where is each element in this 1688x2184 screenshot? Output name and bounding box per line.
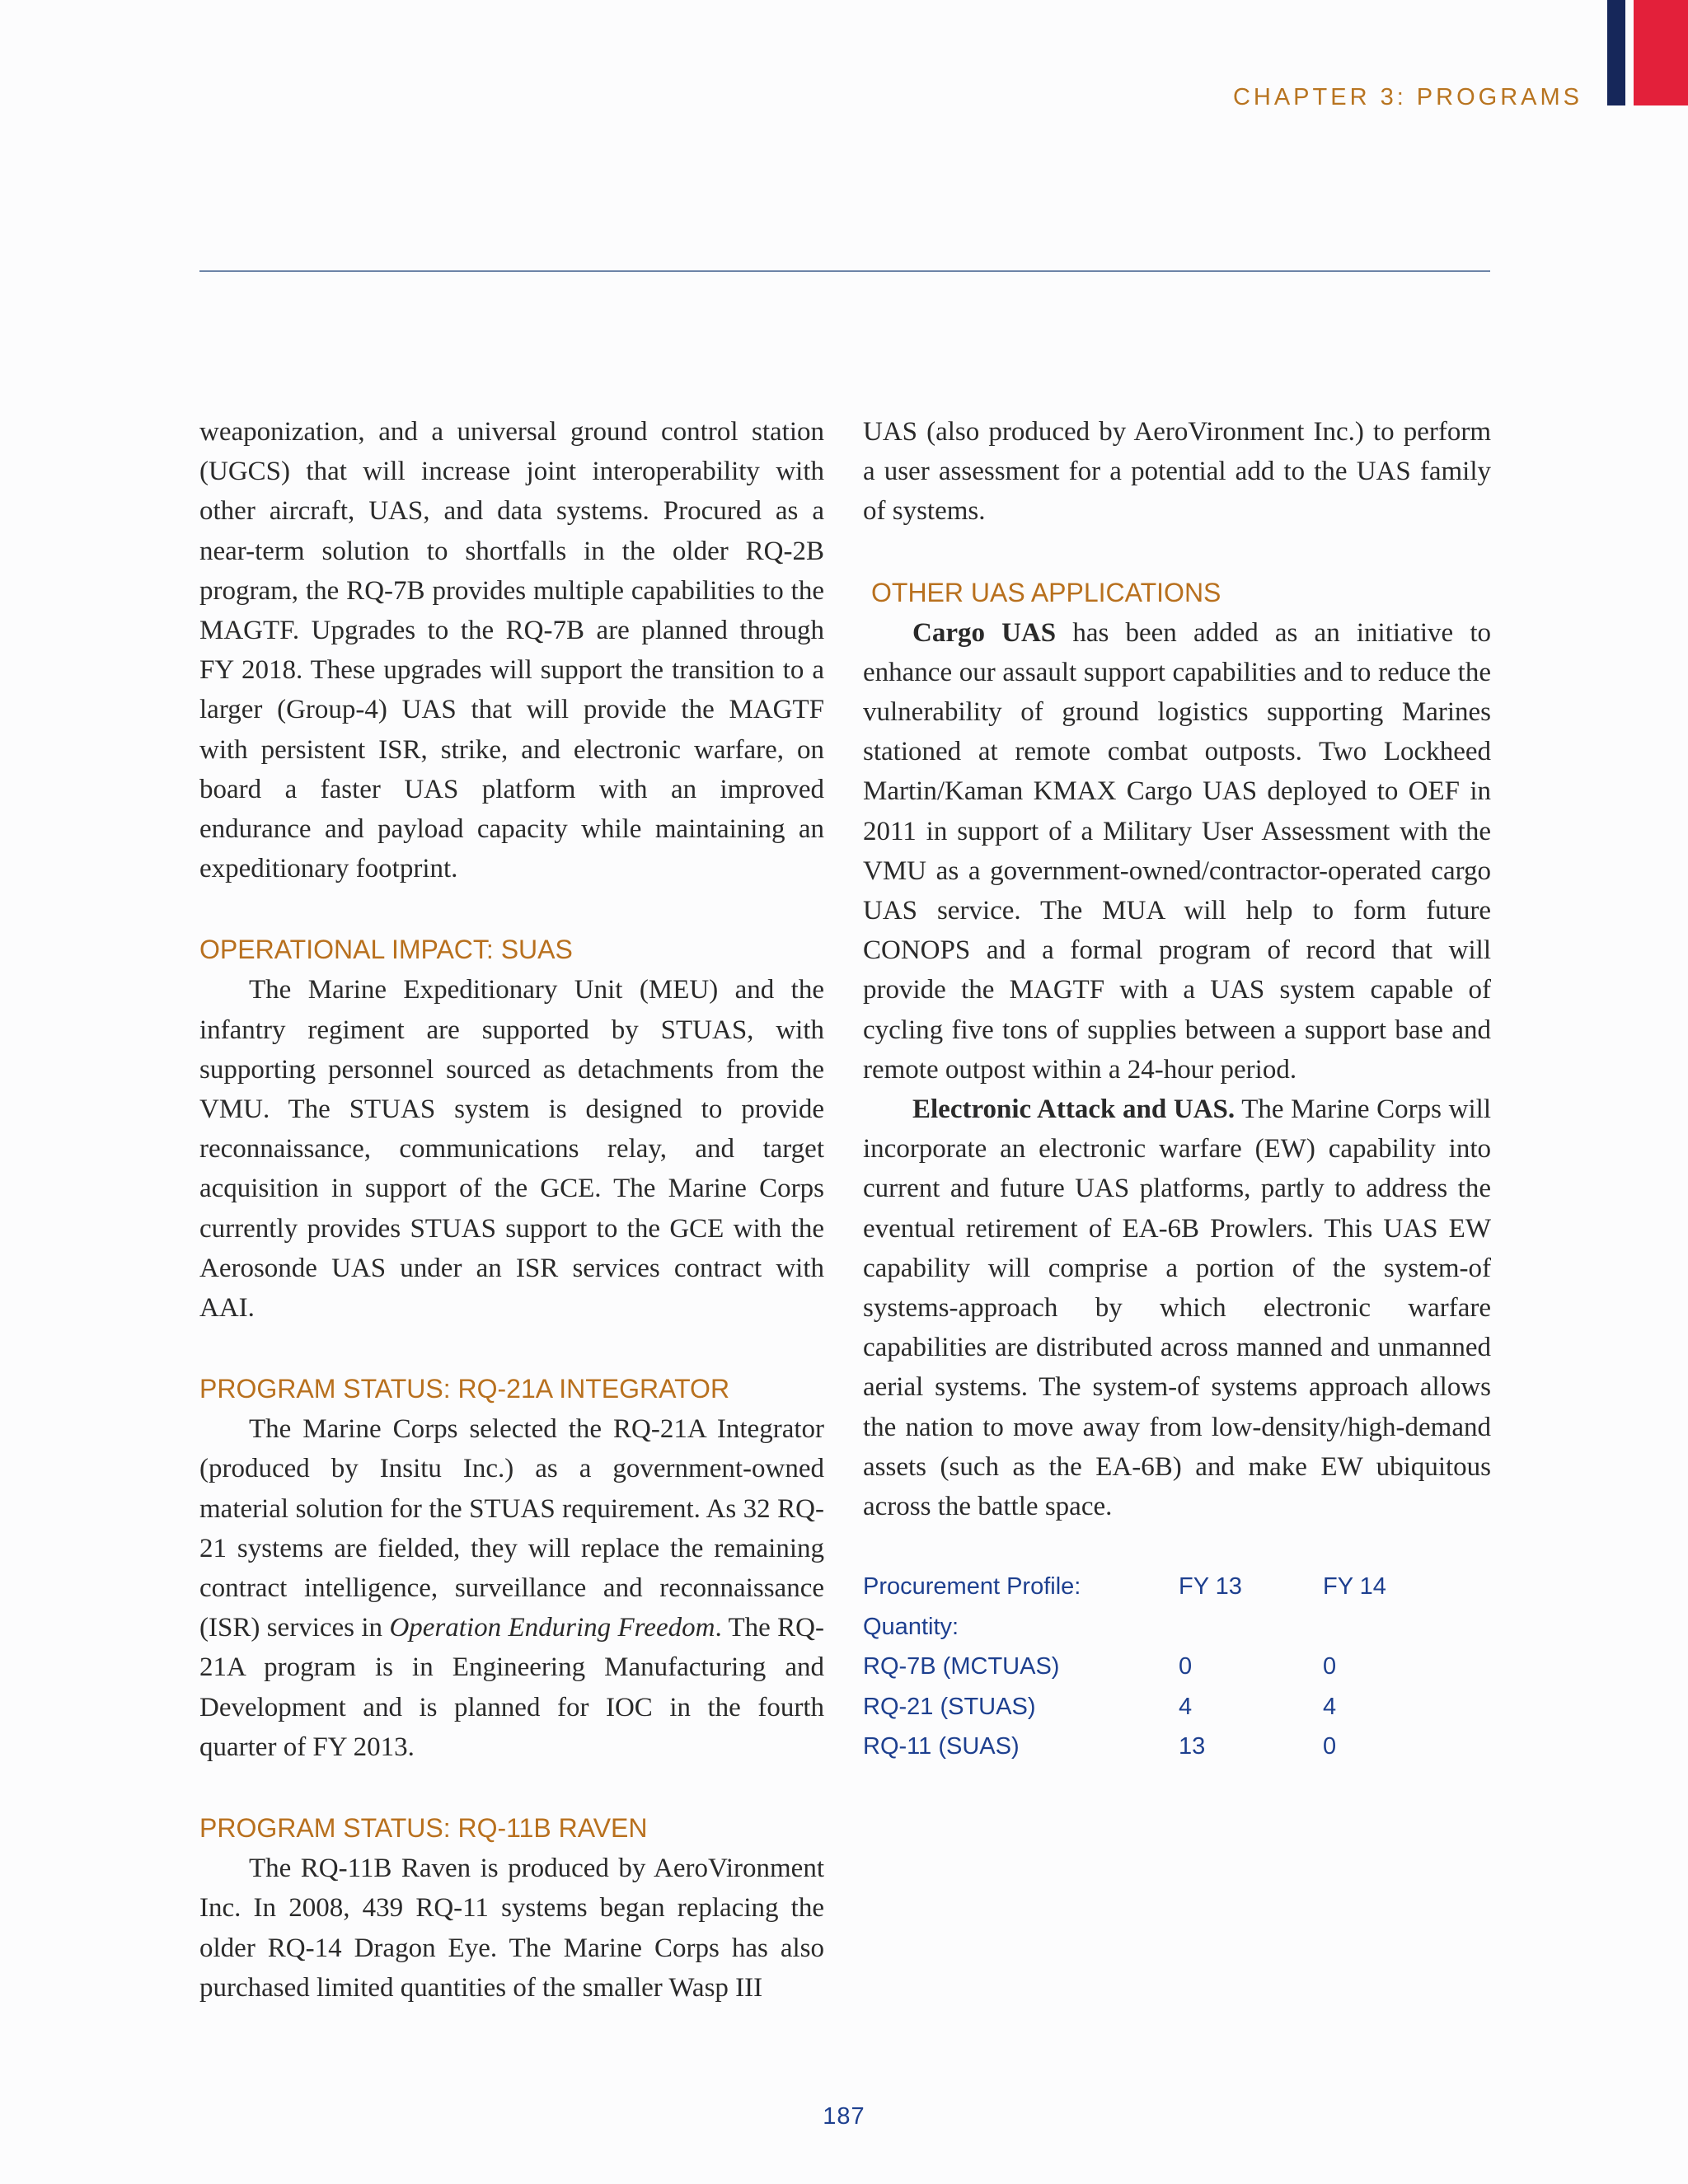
- header-fy14: FY 14: [1323, 1573, 1386, 1601]
- heading-program-status-rq21a: PROGRAM STATUS: RQ-21A INTEGRATOR: [199, 1374, 730, 1404]
- paragraph-rq21a: [199, 1409, 824, 1767]
- system-name: RQ-21 (STUAS): [863, 1693, 1036, 1720]
- paragraph-rq21a-part2: . The RQ-21A program is in Engineering Manufacturing and Development and is planned for IOC in the fourth quarter of FY 2013.: [199, 1613, 824, 1762]
- cargo-uas-runin: Cargo UAS: [912, 617, 1057, 648]
- paragraph-rq11b: The RQ-11B Raven is produced by AeroVironment Inc. In 2008, 439 RQ-11 systems began replacing the older RQ-14 Dragon Eye. The Marine Corps has also purchased limited quantities of the smaller Wasp III: [199, 1854, 824, 2003]
- heading-program-status-rq11b: PROGRAM STATUS: RQ-11B RAVEN: [199, 1813, 648, 1844]
- page-number: 187: [823, 2103, 865, 2130]
- header-flag-red-stripe: [1634, 0, 1688, 105]
- heading-operational-impact-suas: OPERATIONAL IMPACT: SUAS: [199, 935, 573, 965]
- fy13-value: 0: [1179, 1653, 1193, 1680]
- table-header-row: [863, 1567, 1491, 1607]
- fy14-value: 4: [1323, 1693, 1337, 1720]
- system-name: RQ-7B (MCTUAS): [863, 1653, 1060, 1680]
- quantity-label: Quantity:: [863, 1613, 959, 1640]
- paragraph-cargo-uas: [863, 613, 1491, 1090]
- table-row: [863, 1647, 1491, 1687]
- electronic-attack-runin: Electronic Attack and UAS.: [912, 1094, 1236, 1125]
- chapter-title: CHAPTER 3: PROGRAMS: [1232, 84, 1582, 110]
- paragraph-wasp-continued: UAS (also produced by AeroVironment Inc.) to perform a user assessment for a potential add to the UAS family of systems.: [863, 417, 1491, 527]
- heading-other-uas-applications: OTHER UAS APPLICATIONS: [871, 577, 1221, 607]
- left-column: [199, 412, 824, 2008]
- system-name: RQ-11 (SUAS): [863, 1733, 1020, 1760]
- right-column: [863, 412, 1491, 1767]
- electronic-attack-text: The Marine Corps will incorporate an electronic warfare (EW) capability into current and future UAS platforms, partly to address the eventual retirement of EA-6B Prowlers. This UAS EW capability will comprise a portion of the system-of systems-approach by which electronic warfare capabilities are distributed across manned and unmanned aerial systems. The system-of systems approach allows the nation to move away from low-density/high-demand assets (such as the EA-6B) and make EW ubiquitous across the battle space.: [863, 1094, 1491, 1522]
- table-row: [863, 1687, 1491, 1727]
- paragraph-intro: weaponization, and a universal ground control station (UGCS) that will increase joint interoperability with other aircraft, UAS, and data systems. Procured as a near-term solution to shortfalls in the older RQ-2B program, the RQ-7B provides multiple capabilities to the MAGTF. Upgrades to the RQ-7B are planned through FY 2018. These upgrades will support the transition to a larger (Group-4) UAS that will provide the MAGTF with persistent ISR, strike, and electronic warfare, on board a faster UAS platform with an improved endurance and payload capacity while maintaining an expeditionary footprint.: [199, 417, 824, 884]
- fy14-value: 0: [1323, 1653, 1337, 1680]
- fy14-value: 0: [1323, 1733, 1337, 1760]
- fy13-value: 4: [1179, 1693, 1193, 1720]
- paragraph-suas: The Marine Expeditionary Unit (MEU) and the infantry regiment are supported by STUAS, with supporting personnel sourced as detachments from the VMU. The STUAS system is designed to provide reconnaissance, communications relay, and target acquisition in support of the GCE. The Marine Corps currently provides STUAS support to the GCE with the Aerosonde UAS under an ISR services contract with AAI.: [199, 975, 824, 1324]
- header-flag-navy-stripe: [1607, 0, 1625, 105]
- quantity-label-row: [863, 1607, 1491, 1647]
- header-label: Procurement Profile:: [863, 1573, 1081, 1601]
- paragraph-rq21a-part1: The Marine Corps selected the RQ-21A Integrator (produced by Insitu Inc.) as a government-owned material solution for the STUAS requirement. As 32 RQ-21 systems are fielded, they will replace the remaining contract intelligence, surveillance and reconnaissance (ISR) services in: [199, 1414, 824, 1643]
- operation-name: Operation Enduring Freedom: [389, 1613, 715, 1643]
- fy13-value: 13: [1179, 1733, 1206, 1760]
- table-row: [863, 1727, 1491, 1767]
- paragraph-electronic-attack: [863, 1090, 1491, 1526]
- procurement-table: [863, 1567, 1491, 1767]
- header-rule: [199, 270, 1490, 272]
- cargo-uas-text: has been added as an initiative to enhance our assault support capabilities and to reduce the vulnerability of ground logistics supporting Marines stationed at remote combat outposts. Two Lockheed Martin/Kaman KMAX Cargo UAS deployed to OEF in 2011 in support of a Military User Assessment with the VMU as a government-owned/contractor-operated cargo UAS service. The MUA will help to form future CONOPS and a formal program of record that will provide the MAGTF with a UAS system capable of cycling five tons of supplies between a support base and remote outpost within a 24-hour period.: [863, 617, 1492, 1085]
- header-fy13: FY 13: [1179, 1573, 1242, 1601]
